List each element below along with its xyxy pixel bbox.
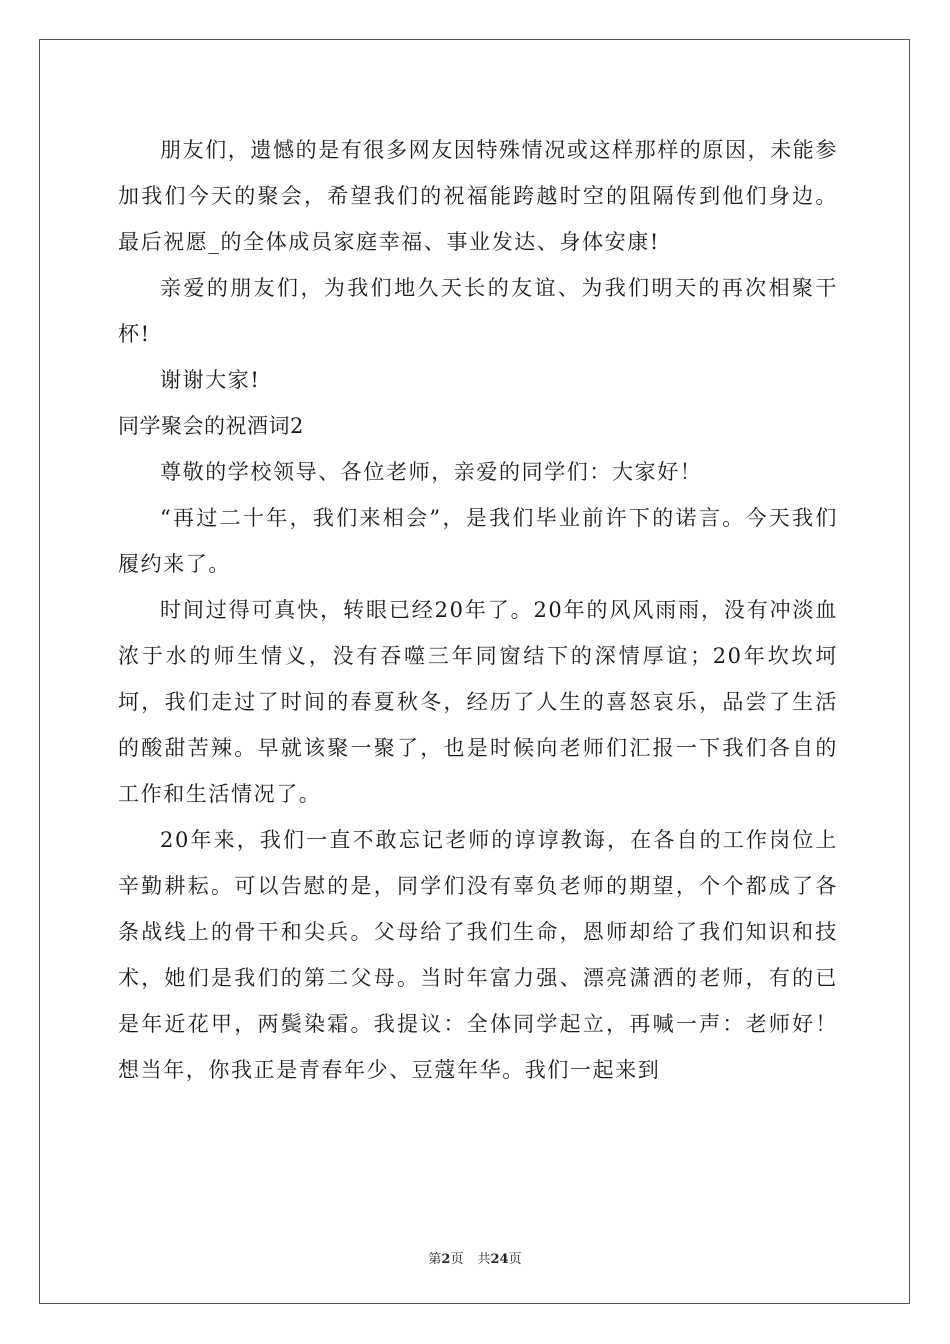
page-footer	[0, 1248, 950, 1267]
paragraph-greeting: 尊敬的学校领导、各位老师，亲爱的同学们：大家好！	[160, 460, 703, 484]
page-number: 2	[441, 1252, 451, 1267]
paragraph-1: 朋友们，遗憾的是有很多网友因特殊情况或这样那样的原因，未能参加我们今天的聚会，希望我们的祝福能跨越时空的阻隔传到他们身边。最后祝愿_的全体成员家庭幸福、事业发达、身体安康!	[118, 138, 838, 254]
total-prefix: 共	[477, 1252, 491, 1267]
paragraph-7: 20年来，我们一直不敢忘记老师的谆谆教诲，在各自的工作岗位上辛勤耕耘。可以告慰的是，同学们没有辜负老师的期望，个个都成了各条战线上的骨干和尖兵。父母给了我们生命，恩师却给了我们知识和技术，她们是我们的第二父母。当时年富力强、漂亮潇洒的老师，有的已是年近花甲，两鬓染霜。我提议：全体同学起立，再喊一声：老师好！想当年，你我正是青春年少、豆蔻年华。我们一起来到	[118, 828, 838, 1082]
total-suffix: 页	[508, 1252, 522, 1267]
page-prefix: 第	[428, 1252, 442, 1267]
paragraph-3: 谢谢大家!	[160, 368, 261, 392]
paragraph-2: 亲爱的朋友们，为我们地久天长的友谊、为我们明天的再次相聚干杯!	[118, 276, 838, 346]
paragraph-6: 时间过得可真快，转眼已经20年了。20年的风风雨雨，没有冲淡血浓于水的师生情义，没有吞噬三年同窗结下的深情厚谊；20年坎坎坷坷，我们走过了时间的春夏秋冬，经历了人生的喜怒哀乐，品尝了生活的酸甜苦辣。早就该聚一聚了，也是时候向老师们汇报一下我们各自的工作和生活情况了。	[118, 598, 838, 806]
total-pages: 24	[490, 1252, 509, 1267]
paragraph-5: “再过二十年，我们来相会”，是我们毕业前许下的诺言。今天我们履约来了。	[118, 506, 838, 576]
section-heading: 同学聚会的祝酒词2	[118, 414, 304, 438]
document-body	[118, 127, 838, 1093]
page-suffix: 页	[450, 1252, 464, 1267]
